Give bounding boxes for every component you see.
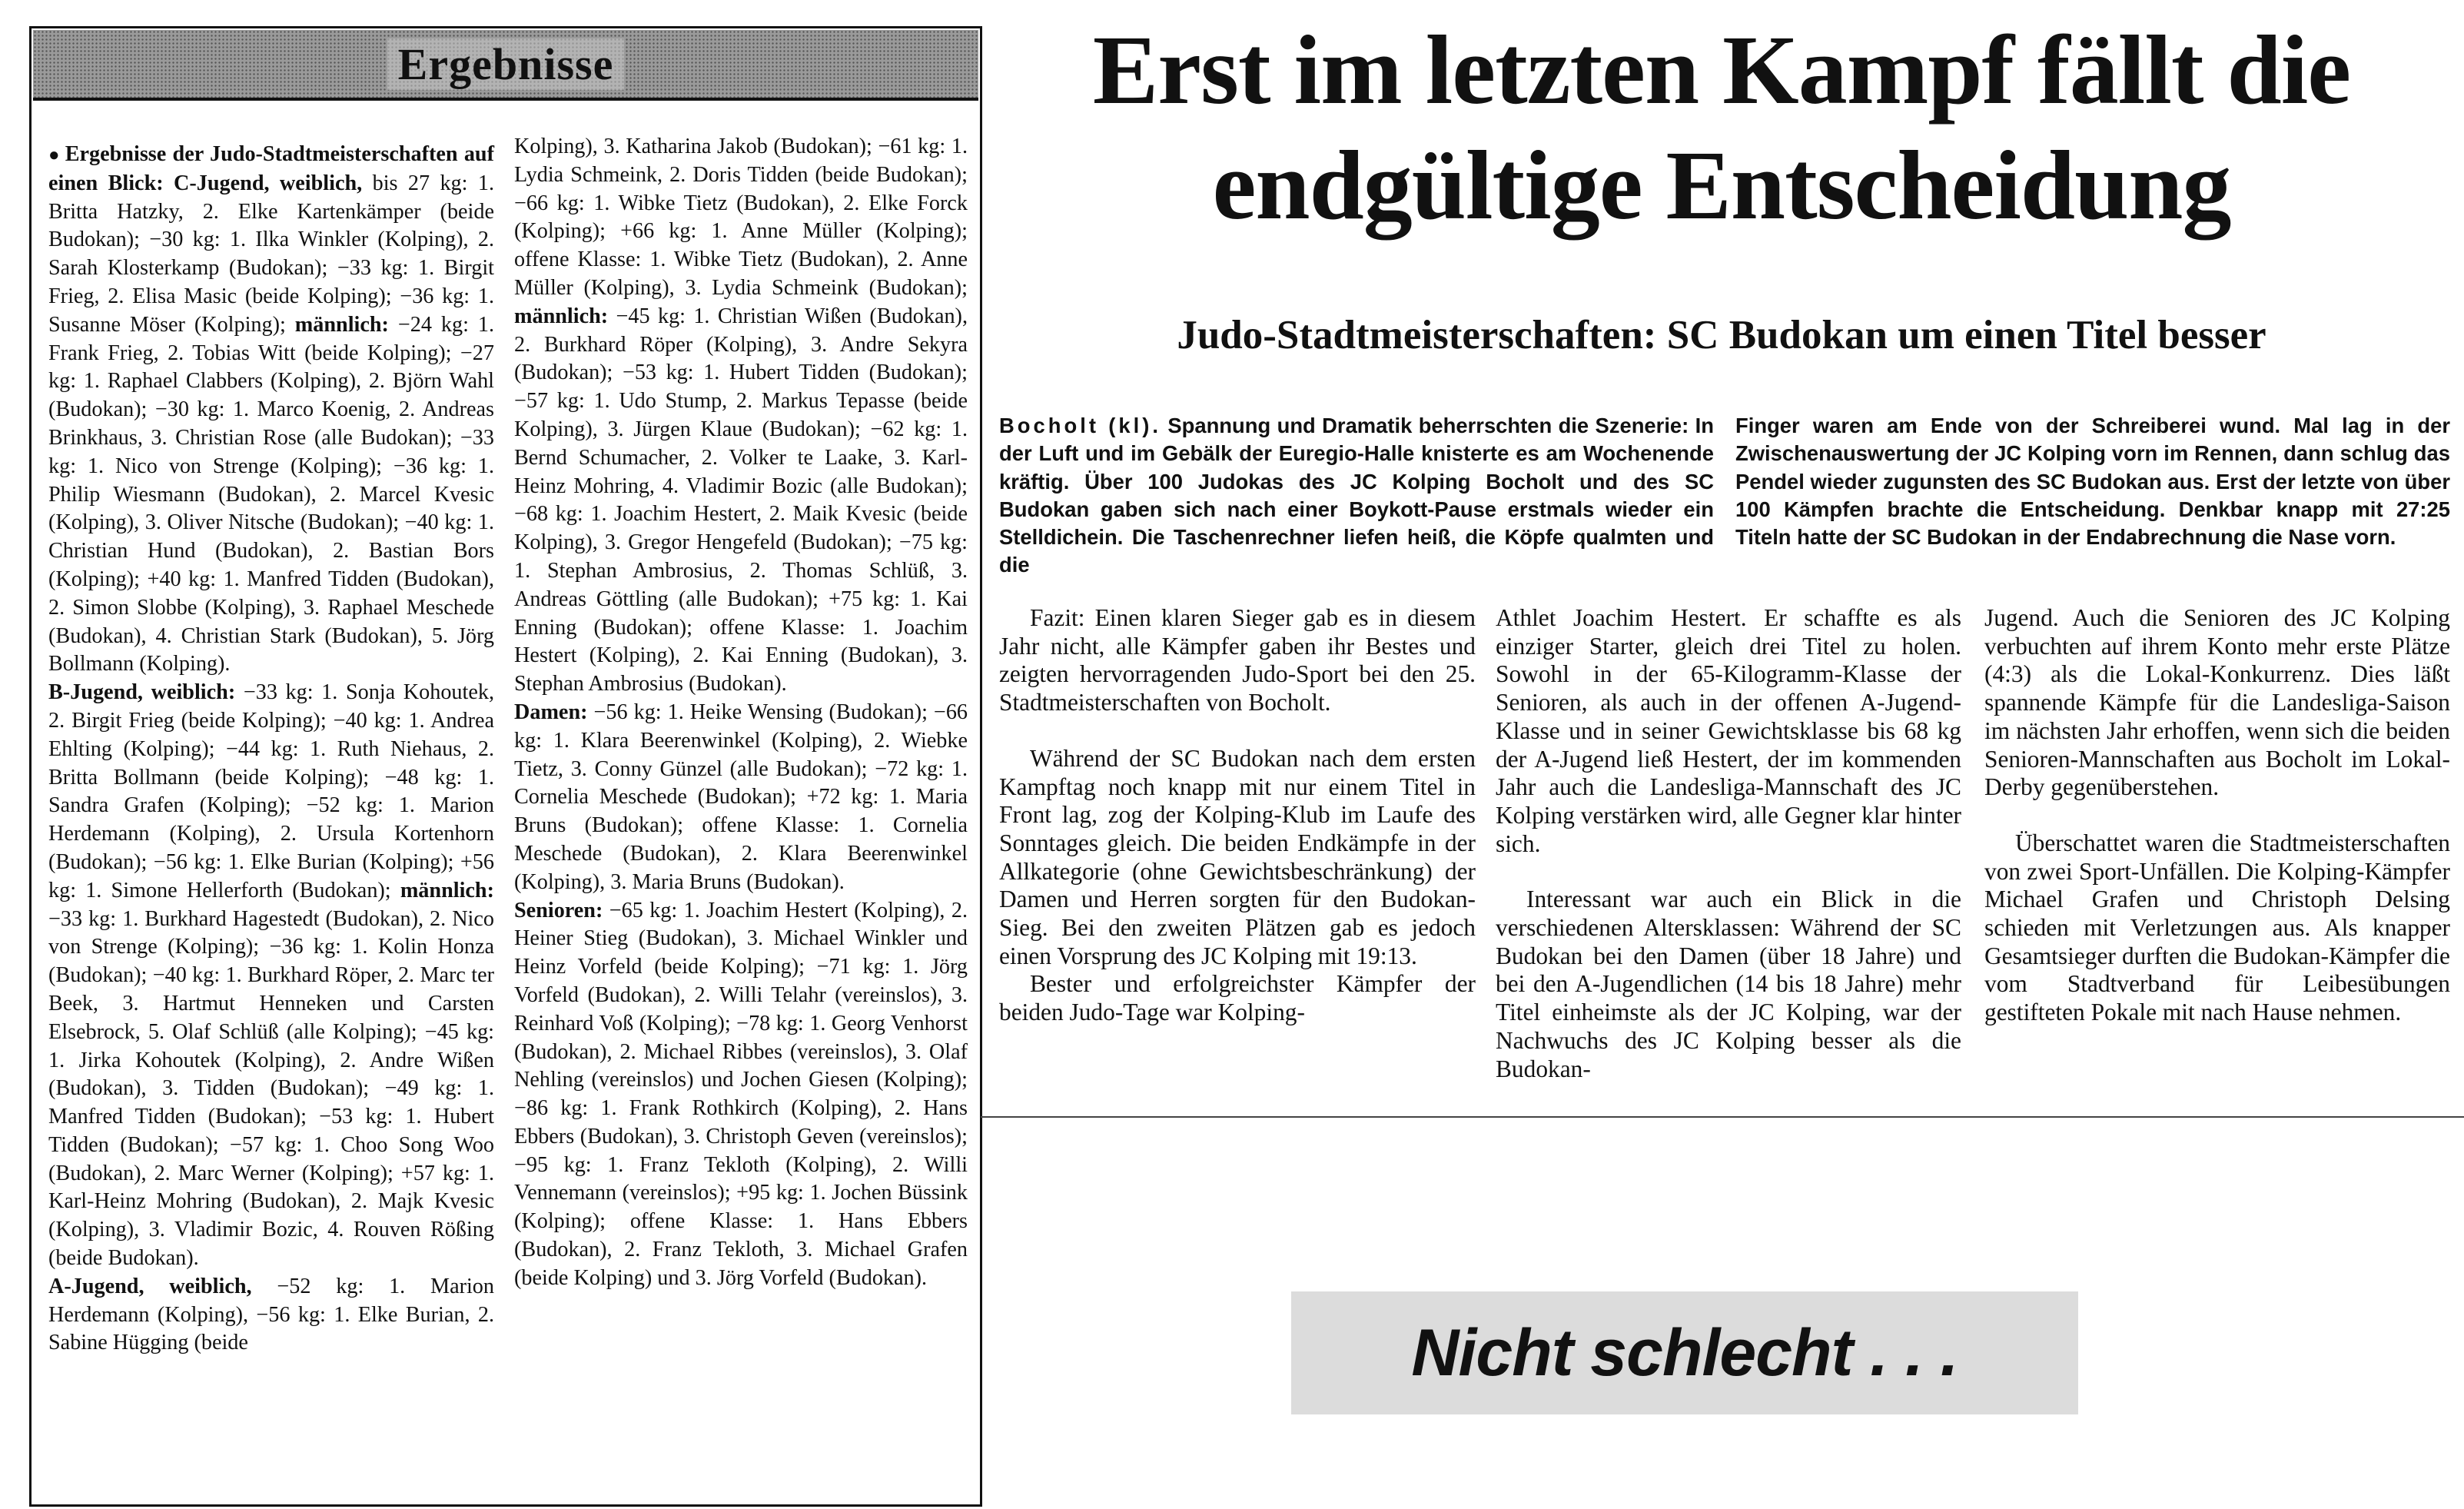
lead-text: Spannung und Dramatik beherrschten die Szenerie: In der Luft und im Gebälk der Euregio-Halle knisterte es am Wochenende kräftig. Über 100 Judokas des JC Kolping Bocholt und des SC Budokan gaben sich nach einer Boykott-Pause erstmals wieder ein Stelldichein. Die Taschenrechner liefen heiß, die Köpfe qualmten und die — [999, 414, 1714, 577]
category-label: C-Jugend, weiblich, — [174, 171, 363, 195]
results-paragraph — [514, 699, 968, 897]
results-paragraph — [48, 679, 494, 1273]
category-text: −52 kg: 1. Marion Herdemann (Kolping), −56 kg: 1. Elke Burian, 2. Sabine Hügging (beide — [48, 1274, 494, 1355]
results-paragraph — [48, 141, 494, 679]
results-paragraph — [48, 1273, 494, 1358]
category-label: Damen: — [514, 700, 588, 724]
body-paragraph: Überschattet waren die Stadtmeisterschaften von zwei Sport-Unfällen. Die Kolping-Kämpfer Michael Grafen und Christoph Delsing schieden mit Verletzungen aus. Als knapper Gesamtsieger durften die Budokan-Kämpfer die vom Stadtverband für Leibesübungen gestifteten Pokale mit nach Hause nehmen. — [1984, 829, 2450, 1026]
body-column-2 — [1496, 604, 1961, 1083]
dateline: Bocholt (kl). — [999, 414, 1161, 437]
results-column-1 — [48, 141, 494, 1358]
category-text: −45 kg: 1. Christian Wißen (Budokan), 2. Burkhard Röper (Kolping), 3. Andre Sekyra (Budokan); −53 kg: 1. Hubert Tidden (Budokan); −57 kg: 1. Udo Stump, 2. Markus Tepasse (beide Kolping), 3. Jürgen Klaue (Budokan); −62 kg: 1. Bernd Schumacher, 2. Volker te Laake, 3. Karl-Heinz Mohring, 4. Vladimir Bozic (alle Budokan); −68 kg: 1. Joachim Hestert, 2. Maik Kvesic (beide Kolping), 3. Gregor Hengefeld (Budokan); −75 kg: 1. Stephan Ambrosius, 2. Thomas Schlüß, 3. Andreas Göttling (alle Budokan); +75 kg: 1. Kai Enning (Budokan); offene Klasse: 1. Joachim Hestert (Kolping), 2. Kai Enning (Budokan), 3. Stephan Ambrosius (Budokan). — [514, 304, 968, 696]
results-column-2 — [514, 133, 968, 1293]
article-subheadline: Judo-Stadtmeisterschaften: SC Budokan um einen Titel besser — [1177, 313, 2266, 357]
body-paragraph: Athlet Joachim Hestert. Er schaffte es als einziger Starter, gleich drei Titel zu holen. Sowohl in der 65-Kilogramm-Klasse der Senioren, als auch in der offenen A-Jugend-Klasse und in seiner Gewichtsklasse bis 68 kg der A-Jugend ließ Hestert, der im kommenden Jahr auch die Landesliga-Mannschaft des JC Kolping verstärken wird, alle Gegner klar hinter sich. — [1496, 604, 1961, 857]
category-text: −56 kg: 1. Heike Wensing (Budokan); −66 kg: 1. Klara Beerenwinkel (Kolping), 2. Wiebke Tietz, 3. Conny Günzel (alle Budokan); −72 kg: 1. Cornelia Meschede (Budokan); +72 kg: 1. Maria Bruns (Budokan); offene Klasse: 1. Cornelia Meschede (Budokan), 2. Klara Beerenwinkel (Kolping), 3. Maria Bruns (Budokan). — [514, 700, 968, 894]
results-box — [29, 26, 982, 1507]
category-text: −65 kg: 1. Joachim Hestert (Kolping), 2. Heiner Stieg (Budokan), 3. Michael Winkler und Heinz Vorfeld (beide Kolping); −71 kg: 1. Jörg Vorfeld (Budokan), 2. Willi Telahr (vereinslos), 3. Reinhard Voß (Kolping); −78 kg: 1. Georg Venhorst (Budokan), 2. Michael Ribbes (vereinslos), 3. Olaf Nehling (vereinslos) und Jochen Giesen (Kolping); −86 kg: 1. Frank Rothkirch (Kolping), 2. Hans Ebbers (Budokan), 3. Christoph Geven (vereinslos); −95 kg: 1. Franz Tekloth (Kolping), 2. Willi Vennemann (vereinslos); +95 kg: 1. Jochen Büssink (Kolping); offene Klasse: 1. Hans Ebbers (Budokan), 2. Franz Tekloth, 3. Michael Grafen (beide Kolping) und 3. Jörg Vorfeld (Budokan). — [514, 898, 968, 1290]
lead-text: Finger waren am Ende von der Schreiberei wund. Mal lag in der Zwischenauswertung der JC Kolping vorn im Rennen, dann schlug das Pendel wieder zugunsten des SC Budokan aus. Erst der letzte von über 100 Kämpfen brachte die Entscheidung. Denkbar knapp mit 27:25 Titeln hatte der SC Budokan in der Endabrechnung die Nase vorn. — [1735, 414, 2450, 550]
category-label: A-Jugend, weiblich, — [48, 1274, 252, 1298]
category-text: −24 kg: 1. Frank Frieg, 2. Tobias Witt (beide Kolping); −27 kg: 1. Raphael Clabbers (Kolping), 2. Björn Wahl (Budokan); −30 kg: 1. Marco Koenig, 2. Andreas Brinkhaus, 3. Christian Rose (alle Budokan); −33 kg: 1. Nico von Strenge (Kolping); −36 kg: 1. Philip Wiesmann (Budokan), 2. Marcel Kvesic (Kolping), 3. Oliver Nitsche (Budokan); −40 kg: 1. Christian Hund (Budokan), 2. Bastian Bors (Kolping); +40 kg: 1. Manfred Tidden (Budokan), 2. Simon Slobbe (Kolping), 3. Raphael Meschede (Budokan), 4. Christian Stark (Budokan), 5. Jörg Bollmann (Kolping). — [48, 312, 494, 676]
article-headline: Erst im letzten Kampf fällt die endgültige Entscheidung — [1092, 15, 2351, 240]
body-paragraph: Jugend. Auch die Senioren des JC Kolping verbuchten auf ihrem Konto mehr erste Plätze (4:3) als die Lokal-Konkurrenz. Dies läßt spannende Kämpfe für die Landesliga-Saison im nächsten Jahr erhoffen, wenn sich die beiden Senioren-Mannschaften aus Bocholt im Lokal-Derby gegenüberstehen. — [1984, 604, 2450, 801]
body-column-3 — [1984, 604, 2450, 1027]
caption-box — [1291, 1291, 2078, 1414]
results-title: Ergebnisse — [387, 38, 625, 90]
results-header — [33, 30, 978, 101]
results-paragraph — [514, 897, 968, 1293]
category-label: Senioren: — [514, 898, 603, 922]
body-paragraph: Während der SC Budokan nach dem ersten Kampftag noch knapp mit nur einem Titel in Front lag, zog der Kolping-Klub im Laufe des Sonntages gleich. Die beiden Endkämpfe in der Allkategorie (ohne Gewichtsbeschränkung) der Damen und Herren sorgten für den Budokan-Sieg. Bei den zweiten Plätzen gab es jedoch einen Vorsprung des JC Kolping mit 19:13. — [999, 744, 1476, 969]
category-text: −33 kg: 1. Burkhard Hagestedt (Budokan), 2. Nico von Strenge (Kolping); −36 kg: 1. Kolin Honza (Budokan); −40 kg: 1. Burkhard Röper, 2. Marc ter Beek, 3. Hartmut Henneken und Carsten Elsebrock, 5. Olaf Schlüß (alle Kolping); −45 kg: 1. Jirka Kohoutek (Kolping), 2. Andre Wißen (Budokan), 3. Tidden (Budokan); −49 kg: 1. Manfred Tidden (Budokan); −53 kg: 1. Hubert Tidden (Budokan); −57 kg: 1. Choo Song Woo (Budokan), 2. Marc Werner (Kolping); +57 kg: 1. Karl-Heinz Mohring (Budokan), 2. Majk Kvesic (Kolping), 3. Vladimir Bozic, 4. Rouven Rößing (beide Budokan). — [48, 906, 494, 1271]
body-paragraph: Bester und erfolgreichster Kämpfer der beiden Judo-Tage war Kolping- — [999, 970, 1476, 1026]
category-label: männlich: — [400, 878, 494, 902]
category-label: B-Jugend, weiblich: — [48, 680, 236, 705]
lead-column-1 — [999, 412, 1714, 580]
results-intro: Ergebnisse der Judo-Stadtmeisterschaften auf einen Blick: — [48, 142, 494, 195]
category-label: männlich: — [294, 312, 389, 337]
category-text: Kolping), 3. Katharina Jakob (Budokan); −61 kg: 1. Lydia Schmeink, 2. Doris Tidden (beide Budokan); −66 kg: 1. Wibke Tietz (Budokan), 2. Elke Forck (Kolping); +66 kg: 1. Anne Müller (Kolping); offene Klasse: 1. Wibke Tietz (Budokan), 2. Anne Müller (Kolping), 3. Lydia Schmeink (Budokan); — [514, 135, 968, 300]
body-column-1 — [999, 604, 1476, 1027]
lead-column-2 — [1735, 412, 2450, 551]
body-paragraph: Fazit: Einen klaren Sieger gab es in diesem Jahr nicht, alle Kämpfer gaben ihr Bestes und zeigten hervorragenden Judo-Sport bei den 25. Stadtmeisterschaften von Bocholt. — [999, 604, 1476, 716]
article-separator — [981, 1116, 2464, 1118]
bullet-icon: ● — [48, 145, 61, 165]
results-paragraph — [514, 133, 968, 699]
category-label: männlich: — [514, 304, 609, 328]
caption-text: Nicht schlecht . . . — [1411, 1315, 1958, 1390]
body-paragraph: Interessant war auch ein Blick in die verschiedenen Altersklassen: Während der SC Budokan bei den Damen (über 18 Jahre) und bei den A-Jugendlichen (14 bis 18 Jahre) mehr Titel einheimste als der JC Kolping, war der Nachwuchs des JC Kolping besser als die Budokan- — [1496, 886, 1961, 1082]
category-text: −33 kg: 1. Sonja Kohoutek, 2. Birgit Frieg (beide Kolping); −40 kg: 1. Andrea Ehlting (Kolping); −44 kg: 1. Ruth Niehaus, 2. Britta Bollmann (beide Kolping); −48 kg: 1. Sandra Grafen (Kolping); −52 kg: 1. Marion Herdemann (Kolping), 2. Ursula Kortenhorn (Budokan); −56 kg: 1. Elke Burian (Kolping); +56 kg: 1. Simone Hellerforth (Budokan); — [48, 680, 494, 902]
category-text: bis 27 kg: 1. Britta Hatzky, 2. Elke Kartenkämper (beide Budokan); −30 kg: 1. Ilka Winkler (Kolping), 2. Sarah Klosterkamp (Budokan); −33 kg: 1. Birgit Frieg, 2. Elisa Masic (beide Kolping); −36 kg: 1. Susanne Möser (Kolping); — [48, 171, 495, 337]
